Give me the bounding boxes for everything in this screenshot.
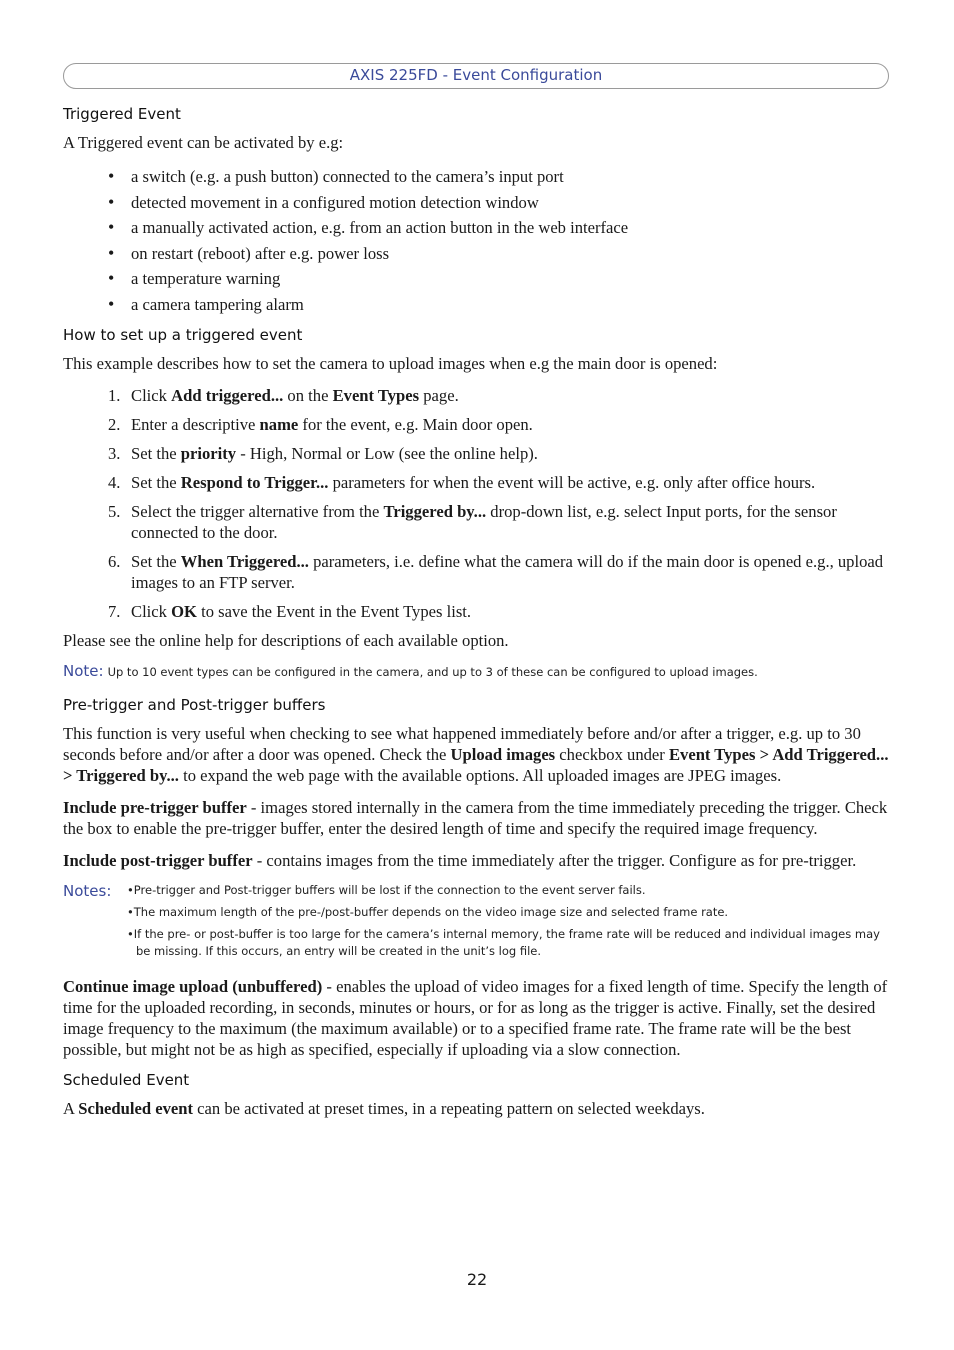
list-item: • a temperature warning [108,266,891,292]
step-item: 3. Set the priority - High, Normal or Low (see the online help). [108,443,538,463]
header-title: AXIS 225FD - Event Configuration [349,66,603,84]
page-content [63,105,891,1130]
notes [63,882,891,960]
buffers-paragraph: This function is very useful when checking to see what happened immediately before and/or after a trigger, e.g. up to 30 seconds before and/or after a door was opened. Check the Upload images checkbox under Event Types > Add Triggered... > Triggered by... to expand the web page with the available options. All uploaded images are JPEG images. [63,723,889,785]
note-label: Note: [63,661,104,680]
triggered-intro: A Triggered event can be activated by e.g: [63,133,344,152]
note-item: •The maximum length of the pre-/post-buffer depends on the video image size and selected frame rate. [127,904,729,919]
triggered-event-heading: Triggered Event [63,105,181,123]
howto-heading: How to set up a triggered event [63,325,303,344]
step-item: 5. Select the trigger alternative from the Triggered by... drop-down list, e.g. select Input ports, for the sensor connected to the door. [108,501,837,542]
buffers-heading: Pre-trigger and Post-trigger buffers [63,695,326,714]
scheduled-event-heading: Scheduled Event [63,1070,190,1089]
pre-trigger-paragraph: Include pre-trigger buffer - images stored internally in the camera from the time immediately preceding the trigger. Check the box to enable the pre-trigger buffer, enter the desired length of time and specify the required image frequency. [63,797,888,838]
page-header [63,63,889,89]
post-trigger-paragraph: Include post-trigger buffer - contains images from the time immediately after the trigger. Configure as for pre-trigger. [63,850,857,870]
notes-label: Notes: [63,881,112,900]
note-item: •If the pre- or post-buffer is too large for the camera’s internal memory, the frame rate will be reduced and individual images may be missing. If this occurs, an entry will be created in the unit’s log file. [127,926,880,958]
setup-steps-list [63,385,891,622]
howto-outro: Please see the online help for descriptions of each available option. [63,630,509,650]
step-item: 1. Click Add triggered... on the Event Types page. [108,385,459,405]
step-item: 6. Set the When Triggered... parameters, i.e. define what the camera will do if the main door is opened e.g., upload images to an FTP server. [108,551,884,592]
step-item: 2. Enter a descriptive name for the event, e.g. Main door open. [108,414,533,434]
note-item: •Pre-trigger and Post-trigger buffers will be lost if the connection to the event server fails. [127,882,646,897]
howto-intro: This example describes how to set the camera to upload images when e.g the main door is opened: [63,353,718,373]
list-item: • on restart (reboot) after e.g. power loss [108,241,891,267]
step-item: 7. Click OK to save the Event in the Event Types list. [108,601,472,621]
list-item: • a manually activated action, e.g. from an action button in the web interface [108,215,891,241]
note-text: Up to 10 event types can be configured in the camera, and up to 3 of these can be configured to upload images. [107,664,758,679]
list-item: • a switch (e.g. a push button) connected to the camera’s input port [108,164,891,190]
trigger-sources-list [63,164,891,318]
unbuffered-paragraph: Continue image upload (unbuffered) - enables the upload of video images for a fixed length of time. Specify the length of time for the uploaded recording, in seconds, minutes or hours, or for as long as the trigger is active. Finally, set the desired image frequency to the maximum (the maximum available) or to a specified frame rate. The frame rate will be the best possible, but might not be as high as specified, especially if uploading via a slow connection. [63,976,888,1059]
list-item: • a camera tampering alarm [108,292,891,318]
list-item: • detected movement in a configured motion detection window [108,190,891,216]
page-number: 22 [466,1270,488,1289]
step-item: 4. Set the Respond to Trigger... parameters for when the event will be active, e.g. only after office hours. [108,472,816,492]
note [63,662,891,681]
scheduled-paragraph: A Scheduled event can be activated at preset times, in a repeating pattern on selected weekdays. [63,1098,705,1118]
